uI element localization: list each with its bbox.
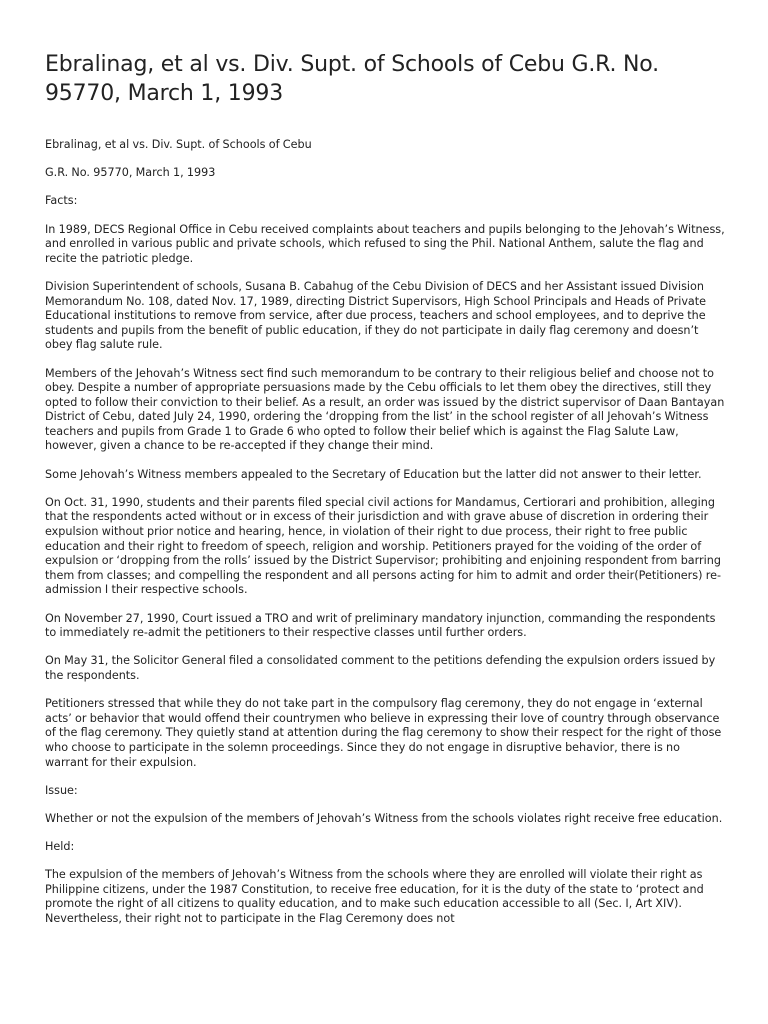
case-name: Ebralinag, et al vs. Div. Supt. of Schools of Cebu [45,138,312,151]
facts-paragraph: On May 31, the Solicitor General filed a consolidated comment to the petitions defending the expulsion orders issued by the respondents. [45,654,716,682]
document-title: Ebralinag, et al vs. Div. Supt. of Schools of Cebu G.R. No. 95770, March 1, 1993 [45,52,659,106]
case-number: G.R. No. 95770, March 1, 1993 [45,166,216,180]
issue-paragraph: Whether or not the expulsion of the members of Jehovah’s Witness from the schools violates right receive free education. [45,811,723,825]
facts-paragraph: In 1989, DECS Regional Office in Cebu received complaints about teachers and pupils belonging to the Jehovah’s Witness, and enrolled in various public and private schools, which refused to sing the Phil. National Anthem, salute the flag and recite the patriotic pledge. [45,222,725,265]
facts-paragraph: Division Superintendent of schools, Susana B. Cabahug of the Cebu Division of DECS and her Assistant issued Division Memorandum No. 108, dated Nov. 17, 1989, directing District Supervisors, High School Principals and Heads of Private Educational institutions to remove from service, after due process, teachers and school employees, and to deprive the students and pupils from the benefit of public education, if they do not participate in daily flag ceremony and doesn’t obey flag salute rule. [45,279,707,352]
facts-paragraph: Petitioners stressed that while they do not take part in the compulsory flag ceremony, they do not engage in ‘external acts’ or behavior that would offend their countrymen who believe in expressing their love of country through observance of the flag ceremony. They quietly stand at attention during the flag ceremony to show their respect for the right of those who choose to participate in the solemn proceedings. Since they do not engage in disruptive behavior, there is no warrant for their expulsion. [45,697,722,769]
facts-paragraph: Members of the Jehovah’s Witness sect find such memorandum to be contrary to their religious belief and choose not to obey. Despite a number of appropriate persuasions made by the Cebu officials to let them obey the directives, still they opted to follow their conviction to their belief. As a result, an order was issued by the district supervisor of Daan Bantayan District of Cebu, dated July 24, 1990, ordering the ‘dropping from the list’ in the school register of all Jehovah’s Witness teachers and pupils from Grade 1 to Grade 6 who opted to follow their belief which is against the Flag Salute Law, however, given a chance to be re-accepted if they change their mind. [45,366,725,453]
facts-paragraph: Some Jehovah’s Witness members appealed to the Secretary of Education but the latter did not answer to their letter. [45,467,702,481]
held-heading: Held: [45,840,75,854]
document-page [45,50,725,940]
issue-heading: Issue: [45,783,78,797]
facts-paragraph: On November 27, 1990, Court issued a TRO and writ of preliminary mandatory injunction, commanding the respondents to immediately re-admit the petitioners to their respective classes until further orders. [45,611,716,640]
facts-paragraph: On Oct. 31, 1990, students and their parents filed special civil actions for Mandamus, Certiorari and prohibition, alleging that the respondents acted without or in excess of their jurisdiction and with grave abuse of discretion in ordering their expulsion without prior notice and hearing, hence, in violation of their right to due process, their right to free public education and their right to freedom of speech, religion and worship. Petitioners prayed for the voiding of the order of expulsion or ‘dropping from the rolls’ issued by the District Supervisor; prohibiting and enjoining respondent from barring them from classes; and compelling the respondent and all persons acting for him to admit and order their(Petitioners) re-admission I their respective schools. [45,495,721,597]
held-paragraph: The expulsion of the members of Jehovah’s Witness from the schools where they are enrolled will violate their right as Philippine citizens, under the 1987 Constitution, to receive free education, for it is the duty of the state to ‘protect and promote the right of all citizens to quality education, and to make such education accessible to all (Sec. I, Art XIV). Nevertheless, their right not to participate in the Flag Ceremony does not [45,868,704,926]
facts-heading: Facts: [45,194,78,208]
